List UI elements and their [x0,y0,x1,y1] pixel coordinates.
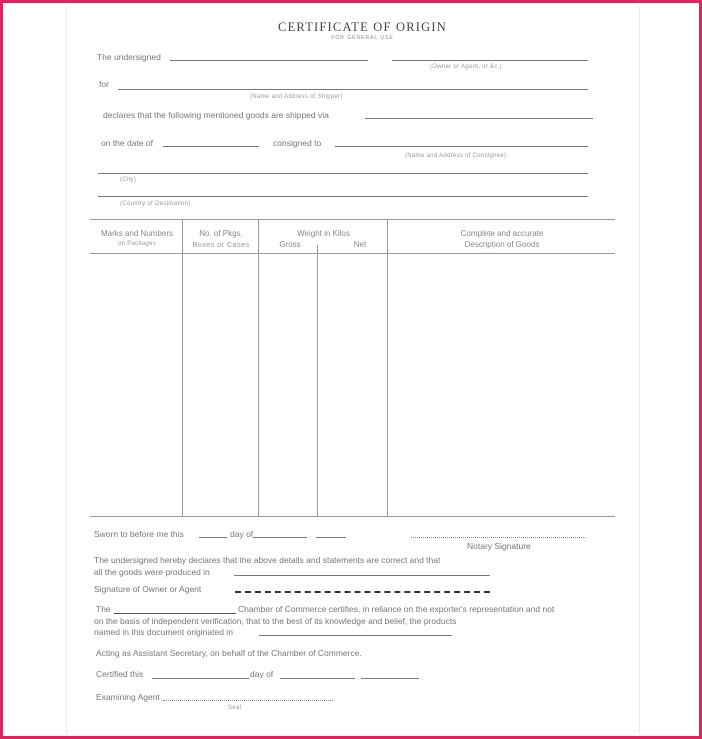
certified-month-field[interactable] [280,678,355,679]
shipper-caption: (Name and Address of Shipper) [250,94,343,100]
consignee-field[interactable] [335,146,588,147]
notary-signature-field[interactable] [411,537,586,538]
certified-day-field[interactable] [152,678,249,679]
originated-in-field[interactable] [259,635,452,636]
table-divider-2 [258,219,259,516]
document-subtitle: FOR GENERAL USE [331,35,394,41]
country-caption: (Country of Destination) [120,201,191,207]
weight-header: Weight in Kilos [297,229,350,238]
declares-line-2: all the goods were produced in [94,567,210,577]
owner-agent-field[interactable] [392,60,588,61]
consignee-address-field[interactable] [98,173,588,174]
examining-agent-field[interactable] [163,700,333,701]
table-bottom-border [90,516,615,517]
sworn-label: Sworn to before me this [94,529,184,539]
declares-label: declares that the following mentioned goods are shipped via [103,110,329,120]
marks-header: Marks and Numbers on Packages [100,229,174,247]
document-title: CERTIFICATE OF ORIGIN [278,20,447,34]
consigned-label: consigned to [273,138,322,148]
acting-label: Acting as Assistant Secretary, on behalf of the Chamber of Commerce. [96,648,362,658]
consignee-caption: (Name and Address of Consignee) [405,153,507,159]
table-divider-4 [387,219,388,516]
gross-header: Gross [279,240,301,249]
certified-label: Certified this [96,669,144,679]
chamber-line-3: named in this document originated in [94,627,233,637]
date-field[interactable] [163,146,259,147]
destination-field[interactable] [98,196,588,197]
examining-label: Examining Agent [96,692,160,702]
signature-label: Signature of Owner or Agent [94,584,202,594]
city-caption: (City) [120,177,137,183]
chamber-line-2: on the basis of independent verification, that to the best of its knowledge and belief, the products [94,616,457,626]
owner-caption: (Owner or Agent, or &c.) [430,64,502,70]
sworn-month-field[interactable] [253,537,307,538]
sworn-day-of-label: day of [230,529,254,539]
shipper-field[interactable] [118,89,588,90]
undersigned-field[interactable] [170,60,368,61]
declares-line-1: The undersigned hereby declares that the above details and statements are correct and that [94,555,441,565]
chamber-line-1: Chamber of Commerce certifies, in reliance on the exporter's representation and not [238,604,555,614]
packages-header: No. of Pkgs. Boxes or Cases [192,229,250,249]
undersigned-label: The undersigned [97,52,161,62]
shipped-via-field[interactable] [365,118,593,119]
chamber-the-label: The [96,604,111,614]
net-header: Net [353,240,367,249]
table-divider-3 [317,245,318,516]
sworn-year-field[interactable] [316,537,346,538]
certified-day-of-label: day of [250,669,274,679]
notary-label: Notary Signature [467,541,531,551]
produced-in-field[interactable] [234,575,490,576]
signature-field[interactable] [235,591,490,593]
for-label: for [99,79,109,89]
table-top-border [90,219,615,220]
table-divider-1 [182,219,183,516]
seal-caption: Seal [228,705,242,711]
description-header: Complete and accurate Description of Goods [460,229,544,249]
chamber-name-field[interactable] [114,613,236,614]
certified-year-field[interactable] [361,678,419,679]
table-header-border [90,253,615,254]
sworn-day-field[interactable] [199,537,227,538]
on-date-label: on the date of [101,138,153,148]
